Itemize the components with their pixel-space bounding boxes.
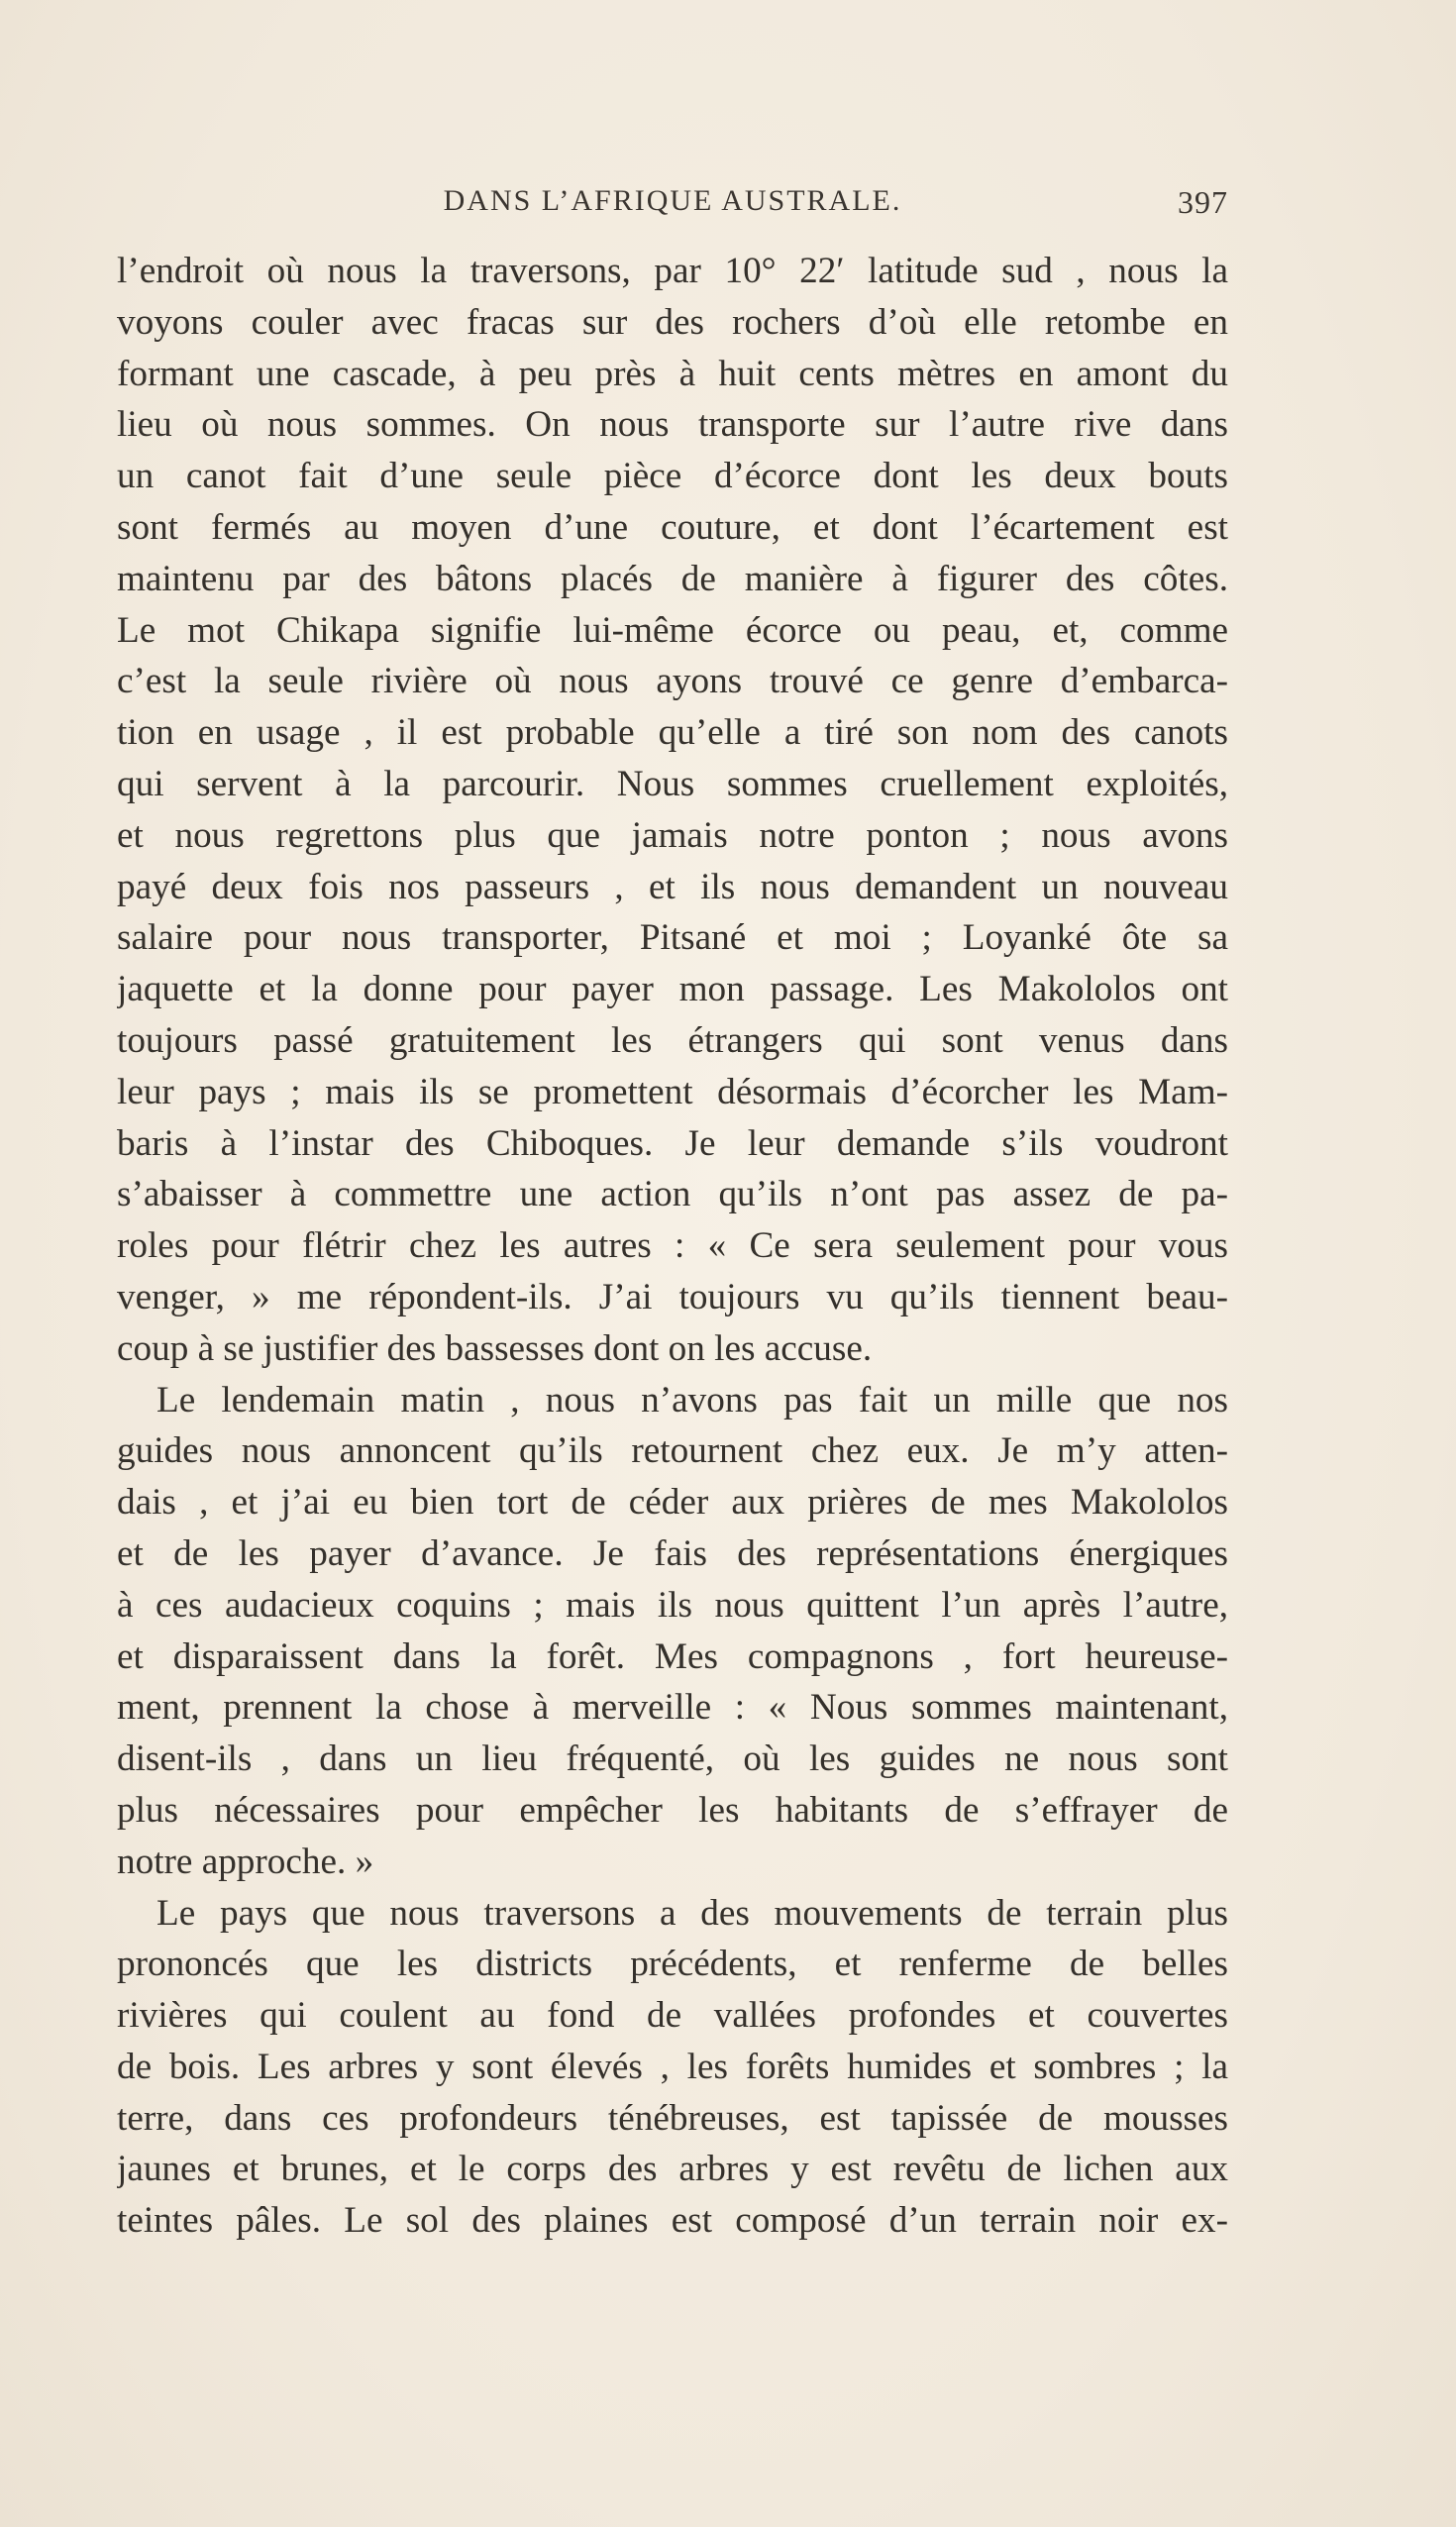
page-number: 397 (1178, 184, 1228, 220)
paragraph-3 (117, 1888, 1228, 2248)
text-line: un canot fait d’une seule pièce d’écorce dont les deux bouts (117, 456, 1228, 497)
text-line: lieu où nous sommes. On nous transporte sur l’autre rive dans (117, 404, 1228, 446)
text-line: voyons couler avec fracas sur des rochers d’où elle retombe en (117, 301, 1228, 343)
text-line: à ces audacieux coquins ; mais ils nous quittent l’un après l’autre, (117, 1584, 1228, 1626)
body-text (117, 246, 1228, 2247)
text-line: terre, dans ces profondeurs ténébreuses, est tapissée de mousses (117, 2097, 1228, 2139)
text-line: tion en usage , il est probable qu’elle a tiré son nom des canots (117, 712, 1228, 754)
text-line: et de les payer d’avance. Je fais des représentations énergiques (117, 1532, 1228, 1574)
text-line: coup à se justifier des bassesses dont on les accuse. (117, 1327, 873, 1369)
text-line: roles pour flétrir chez les autres : « Ce sera seulement pour vous (117, 1225, 1228, 1267)
text-line: qui servent à la parcourir. Nous sommes cruellement exploités, (117, 763, 1228, 804)
text-line: Le lendemain matin , nous n’avons pas fait un mille que nos (156, 1379, 1228, 1421)
text-line: et nous regrettons plus que jamais notre ponton ; nous avons (117, 814, 1228, 856)
text-line: jaquette et la donne pour payer mon passage. Les Makololos ont (117, 969, 1228, 1010)
text-line: toujours passé gratuitement les étrangers qui sont venus dans (117, 1019, 1228, 1061)
text-line: Le pays que nous traversons a des mouvements de terrain plus (156, 1892, 1228, 1934)
text-line: baris à l’instar des Chiboques. Je leur demande s’ils voudront (117, 1122, 1228, 1164)
text-line: plus nécessaires pour empêcher les habitants de s’effrayer de (117, 1789, 1228, 1831)
text-line: jaunes et brunes, et le corps des arbres y est revêtu de lichen aux (117, 2149, 1228, 2190)
text-line: payé deux fois nos passeurs , et ils nous demandent un nouveau (117, 866, 1228, 907)
running-head (117, 184, 1228, 240)
text-line: et disparaissent dans la forêt. Mes compagnons , fort heureuse- (117, 1635, 1228, 1677)
text-line: notre approche. » (117, 1841, 374, 1882)
text-line: salaire pour nous transporter, Pitsané et moi ; Loyanké ôte sa (117, 917, 1228, 959)
text-line: l’endroit où nous la traversons, par 10° 22′ latitude sud , nous la (117, 251, 1228, 291)
text-line: rivières qui coulent au fond de vallées profondes et couvertes (117, 1995, 1228, 2037)
text-line: c’est la seule rivière où nous ayons trouvé ce genre d’embarca- (117, 661, 1228, 702)
paragraph-2 (117, 1375, 1228, 1888)
text-line: formant une cascade, à peu près à huit cents mètres en amont du (117, 353, 1228, 394)
text-line: dais , et j’ai eu bien tort de céder aux prières de mes Makololos (117, 1482, 1228, 1524)
text-line: disent-ils , dans un lieu fréquenté, où les guides ne nous sont (117, 1738, 1228, 1780)
text-line: sont fermés au moyen d’une couture, et dont l’écartement est (117, 506, 1228, 548)
running-title: DANS L’AFRIQUE AUSTRALE. (443, 184, 902, 217)
text-line: s’abaisser à commettre une action qu’ils n’ont pas assez de pa- (117, 1174, 1228, 1215)
text-line: de bois. Les arbres y sont élevés , les forêts humides et sombres ; la (117, 2046, 1228, 2087)
text-line: guides nous annoncent qu’ils retournent chez eux. Je m’y atten- (117, 1430, 1228, 1472)
text-line: venger, » me répondent-ils. J’ai toujours vu qu’ils tiennent beau- (117, 1276, 1228, 1317)
text-line: teintes pâles. Le sol des plaines est composé d’un terrain noir ex- (117, 2200, 1228, 2242)
text-line: ment, prennent la chose à merveille : « Nous sommes maintenant, (117, 1687, 1228, 1729)
paragraph-1 (117, 246, 1228, 1375)
text-line: maintenu par des bâtons placés de manière à figurer des côtes. (117, 558, 1228, 599)
text-line: prononcés que les districts précédents, et renferme de belles (117, 1944, 1228, 1985)
text-line: Le mot Chikapa signifie lui-même écorce ou peau, et, comme (117, 609, 1228, 651)
text-line: leur pays ; mais ils se promettent désormais d’écorcher les Mam- (117, 1071, 1228, 1112)
